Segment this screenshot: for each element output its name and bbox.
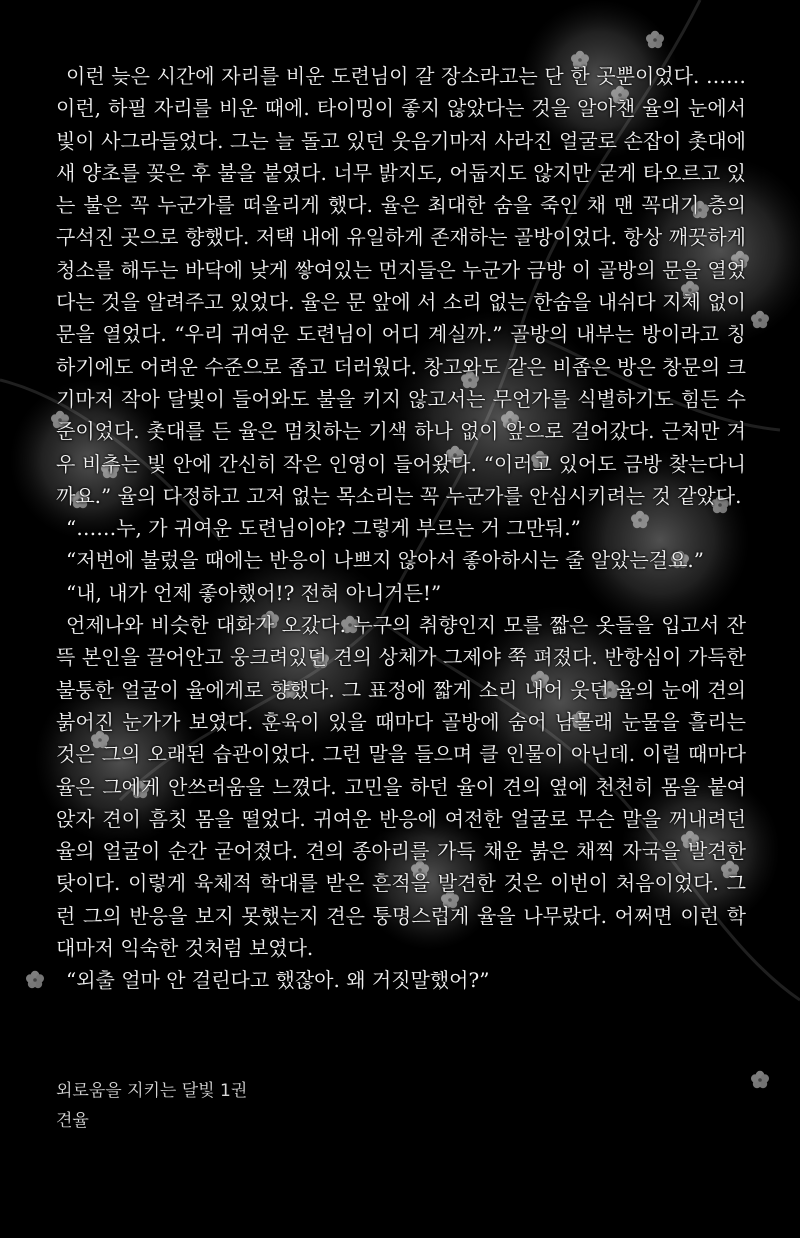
paragraph: 이런 늦은 시간에 자리를 비운 도련님이 갈 장소라고는 단 한 곳뿐이었다. ……이런, 하필 자리를 비운 때에. 타이밍이 좋지 않았다는 것을 알아챈 율의 눈에서 빛이 사그라들었다. 그는 늘 돌고 있던 웃음기마저 사라진 얼굴로 손잡이 촛대에 새 양초를 꽂은 후 불을 붙였다. 너무 밝지도, 어둡지도 않지만 굳게 타오르고 있는 불은 꼭 누군가를 떠올리게 했다. 율은 최대한 숨을 죽인 채 맨 꼭대기 층의 구석진 곳으로 향했다. 저택 내에 유일하게 존재하는 골방이었다. 항상 깨끗하게 청소를 해두는 바닥에 낮게 쌓여있는 먼지들은 누군가 금방 이 골방의 문을 열었다는 것을 알려주고 있었다. 율은 문 앞에 서 소리 없는 한숨을 내쉬다 지체 없이 문을 열었다. “우리 귀여운 도련님이 어디 계실까.” 골방의 내부는 방이라고 칭하기에도 어려운 수준으로 좁고 더러웠다. 창고와도 같은 비좁은 방은 창문의 크기마저 작아 달빛이 들어와도 불을 키지 않고서는 무언가를 식별하기도 힘든 수준이었다. 촛대를 든 율은 멈칫하는 기색 하나 없이 앞으로 걸어갔다. 근처만 겨우 비추는 빛 안에 간신히 작은 인영이 들어왔다. “이러고 있어도 금방 찾는다니까요.” 율의 다정하고 고저 없는 목소리는 꼭 누군가를 안심시키려는 것 같았다.: [56, 64, 746, 508]
story-passage: [56, 60, 746, 997]
book-title: 외로움을 지키는 달빛 1권: [56, 1081, 248, 1101]
book-author: 견율: [56, 1111, 89, 1131]
dialogue-line: “외출 얼마 안 걸린다고 했잖아. 왜 거짓말했어?”: [66, 968, 490, 993]
dialogue-line: “내, 내가 언제 좋아했어!? 전혀 아니거든!”: [66, 580, 442, 605]
dialogue-line: “저번에 불렀을 때에는 반응이 나쁘지 않아서 좋아하시는 줄 알았는걸요.”: [66, 548, 704, 573]
book-info: [56, 1076, 247, 1136]
dialogue-line: “……누, 가 귀여운 도련님이야? 그렇게 부르는 거 그만둬.”: [66, 516, 581, 541]
paragraph: 언제나와 비슷한 대화가 오갔다. 누구의 취향인지 모를 짧은 옷들을 입고서 잔뜩 본인을 끌어안고 웅크려있던 견의 상체가 그제야 쭉 펴졌다. 반항심이 가득한 불퉁한 얼굴이 율에게로 향했다. 그 표정에 짧게 소리 내어 웃던 율의 눈에 견의 붉어진 눈가가 보였다. 훈육이 있을 때마다 골방에 숨어 남몰래 눈물을 흘리는 것은 그의 오래된 습관이었다. 그런 말을 들으며 클 인물이 아닌데. 이럴 때마다 율은 그에게 안쓰러움을 느꼈다. 고민을 하던 율이 견의 옆에 천천히 몸을 붙여 앉자 견이 흠칫 몸을 떨었다. 귀여운 반응에 여전한 얼굴로 무슨 말을 꺼내려던 율의 얼굴이 순간 굳어졌다. 견의 종아리를 가득 채운 붉은 채찍 자국을 발견한 탓이다. 이렇게 육체적 학대를 받은 흔적을 발견한 것은 이번이 처음이었다. 그런 그의 반응을 보지 못했는지 견은 퉁명스럽게 율을 나무랐다. 어쩌면 이런 학대마저 익숙한 것처럼 보였다.: [56, 613, 746, 961]
